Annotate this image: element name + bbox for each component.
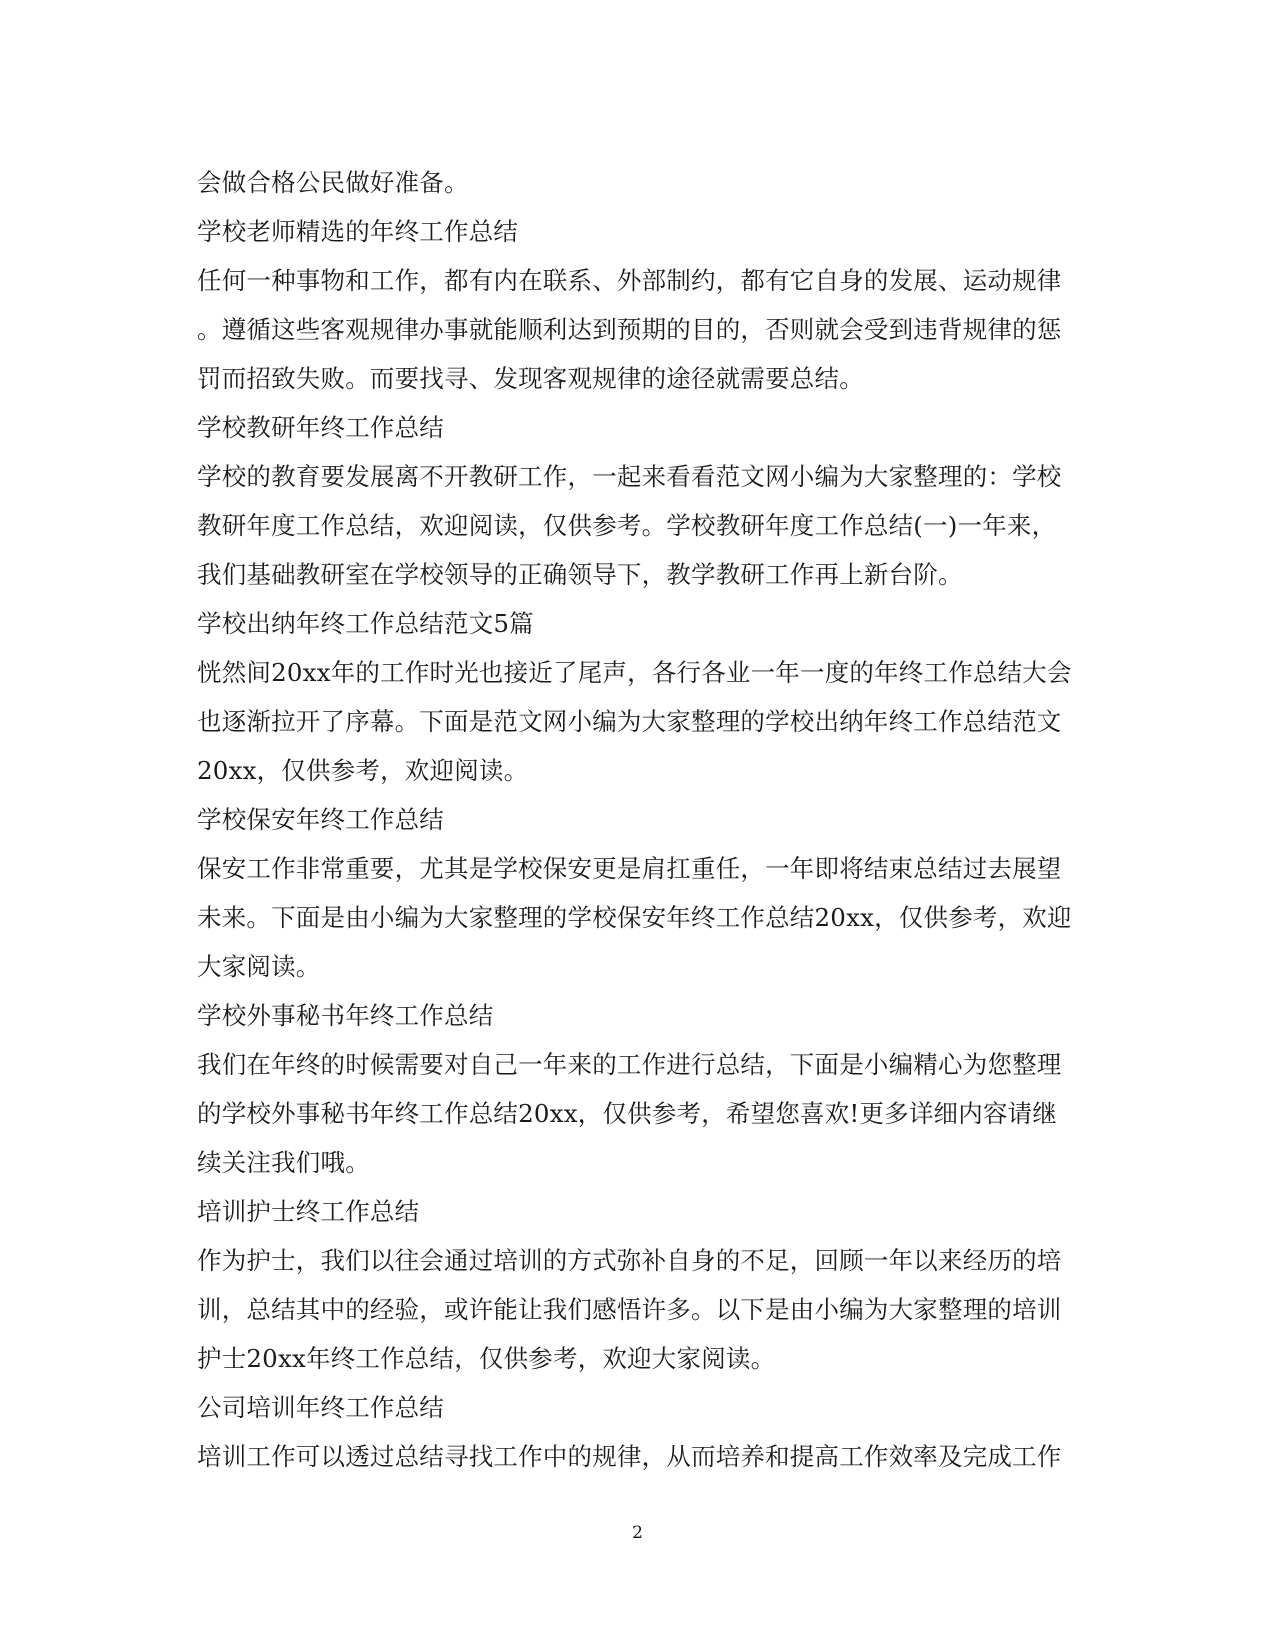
section-heading: 学校出纳年终工作总结范文5篇 bbox=[197, 609, 534, 638]
text-line: 我们在年终的时候需要对自己一年来的工作进行总结，下面是小编精心为您整理 bbox=[197, 1050, 1062, 1079]
text-line: 续关注我们哦。 bbox=[197, 1148, 370, 1177]
text-line: 大家阅读。 bbox=[197, 952, 321, 981]
text-line: 我们基础教研室在学校领导的正确领导下，教学教研工作再上新台阶。 bbox=[197, 560, 963, 589]
text-line: 任何一种事物和工作，都有内在联系、外部制约，都有它自身的发展、运动规律 bbox=[197, 266, 1062, 295]
text-line: 罚而招致失败。而要找寻、发现客观规律的途径就需要总结。 bbox=[197, 364, 864, 393]
text-line: 作为护士，我们以往会通过培训的方式弥补自身的不足，回顾一年以来经历的培 bbox=[197, 1246, 1062, 1275]
text-line: 的学校外事秘书年终工作总结20xx，仅供参考，希望您喜欢!更多详细内容请继 bbox=[197, 1099, 1058, 1128]
text-line: 护士20xx年终工作总结，仅供参考，欢迎大家阅读。 bbox=[197, 1344, 776, 1373]
section-heading: 学校保安年终工作总结 bbox=[197, 805, 444, 834]
section-heading: 学校老师精选的年终工作总结 bbox=[197, 217, 519, 246]
text-line: 教研年度工作总结，欢迎阅读，仅供参考。学校教研年度工作总结(一)一年来， bbox=[197, 511, 1057, 540]
text-line: 培训工作可以透过总结寻找工作中的规律，从而培养和提高工作效率及完成工作 bbox=[197, 1442, 1062, 1471]
section-heading: 学校教研年终工作总结 bbox=[197, 413, 444, 442]
section-heading: 公司培训年终工作总结 bbox=[197, 1393, 444, 1422]
text-line: 保安工作非常重要，尤其是学校保安更是肩扛重任，一年即将结束总结过去展望 bbox=[197, 854, 1062, 883]
text-line: 会做合格公民做好准备。 bbox=[197, 168, 469, 197]
text-line: 20xx，仅供参考，欢迎阅读。 bbox=[197, 756, 529, 785]
section-heading: 学校外事秘书年终工作总结 bbox=[197, 1001, 494, 1030]
document-body bbox=[197, 158, 1077, 1481]
text-line: 学校的教育要发展离不开教研工作，一起来看看范文网小编为大家整理的：学校 bbox=[197, 462, 1062, 491]
page-number: 2 bbox=[632, 1523, 643, 1543]
text-line: 未来。下面是由小编为大家整理的学校保安年终工作总结20xx，仅供参考，欢迎 bbox=[197, 903, 1072, 932]
text-line: 训，总结其中的经验，或许能让我们感悟许多。以下是由小编为大家整理的培训 bbox=[197, 1295, 1062, 1324]
text-line: 也逐渐拉开了序幕。下面是范文网小编为大家整理的学校出纳年终工作总结范文 bbox=[197, 707, 1062, 736]
text-line: 恍然间20xx年的工作时光也接近了尾声，各行各业一年一度的年终工作总结大会 bbox=[197, 658, 1072, 687]
text-line: 。遵循这些客观规律办事就能顺利达到预期的目的，否则就会受到违背规律的惩 bbox=[197, 315, 1062, 344]
section-heading: 培训护士终工作总结 bbox=[197, 1197, 420, 1226]
